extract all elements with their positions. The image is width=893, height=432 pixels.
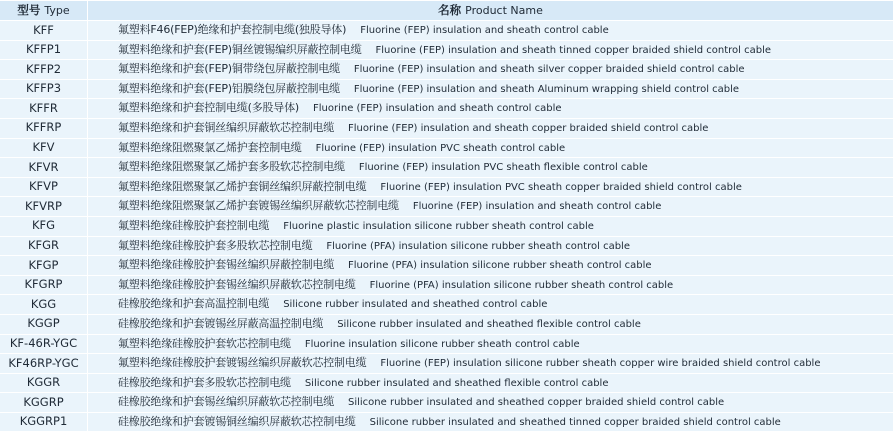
model-code: KFFR [29,100,58,115]
type-cell [0,80,88,99]
model-code: KFGP [28,257,59,272]
chinese-name: 硅橡胶绝缘和护套高温控制电缆 [118,297,270,311]
type-cell [0,158,88,177]
name-cell [88,139,893,158]
type-cell [0,295,88,314]
name-cell [88,178,893,197]
name-cell [88,60,893,79]
chinese-name: 硅橡胶绝缘和护套镀锡丝屏蔽高温控制电缆 [118,316,324,330]
english-name: Fluorine (FEP) insulation PVC sheath copper braided shield control cable [380,181,742,193]
type-cell [0,217,88,236]
model-code: KGGRP1 [19,414,68,429]
model-code: KFVRP [25,198,62,213]
english-name: Fluorine (FEP) insulation and sheath Aluminum wrapping shield control cable [353,83,740,95]
type-cell [0,99,88,118]
name-cell [88,237,893,256]
table-row [0,374,893,393]
table-row [0,295,893,314]
table-row [0,197,893,216]
type-cell [0,237,88,256]
name-cell [88,197,893,216]
model-code: KFVP [29,179,58,194]
chinese-name: 氟塑料绝缘阻燃聚氯乙烯护套多股软芯控制电缆 [118,160,345,174]
chinese-name: 氟塑料绝缘阻燃聚氯乙烯护套控制电缆 [118,140,302,154]
name-cell [88,21,893,40]
name-cell [88,276,893,295]
type-cell [0,197,88,216]
chinese-name: 氟塑料绝缘和护套铜丝编织屏蔽软芯控制电缆 [118,120,334,134]
model-code: KFVR [28,159,59,174]
model-code: KFFP2 [25,61,62,76]
type-cell [0,41,88,60]
english-name: Silicone rubber insulated and sheathed control cable [283,299,548,311]
model-code: KGGRP [23,394,64,409]
table-row [0,119,893,138]
english-name: Fluorine insulation silicone rubber sheath control cable [304,338,580,350]
type-cell [0,21,88,40]
type-cell [0,60,88,79]
table-row [0,354,893,373]
name-cell [88,99,893,118]
name-cell [88,335,893,354]
english-name: Fluorine (FEP) insulation PVC sheath control cable [315,142,566,154]
english-name: Fluorine (FEP) insulation and sheath control cable [312,103,562,115]
name-cell [88,393,893,412]
table-row [0,21,893,40]
model-code: KFV [32,140,55,155]
chinese-name: 氟塑料绝缘阻燃聚氯乙烯护套铜丝编织屏蔽控制电缆 [118,179,367,193]
table-row [0,237,893,256]
name-column-header [88,1,893,20]
chinese-name: 氟塑料绝缘硅橡胶护套锡丝编织屏蔽软芯控制电缆 [118,277,356,291]
name-cell [88,217,893,236]
chinese-name: 硅橡胶绝缘和护套镀锡铜丝编织屏蔽软芯控制电缆 [118,414,356,428]
english-name: Fluorine (FEP) insulation and sheath control cable [360,25,609,36]
model-code: KGG [30,296,57,311]
name-cell [88,374,893,393]
type-cell [0,178,88,197]
table-row [0,335,893,354]
name-cell [88,256,893,275]
chinese-name: 氟塑料绝缘和护套(FEP)铜带绕包屏蔽控制电缆 [118,62,340,76]
table-row [0,60,893,79]
name-cell [88,41,893,60]
model-code: KFG [31,218,56,233]
chinese-name: 氟塑料绝缘阻燃聚氯乙烯护套镀锡丝编织屏蔽软芯控制电缆 [118,199,399,213]
english-name: Fluorine (FEP) insulation and sheath control cable [412,201,662,213]
model-code: KFFRP [25,120,62,135]
english-name: Fluorine (FEP) insulation PVC sheath flexible control cable [358,162,648,174]
header-row [0,1,893,20]
table-row [0,80,893,99]
chinese-name: 氟塑料绝缘和护套控制电缆(多股导体) [118,101,299,115]
chinese-name: 氟塑料绝缘硅橡胶护套多股软芯控制电缆 [118,238,313,252]
table-row [0,393,893,412]
chinese-name: 氟塑料绝缘硅橡胶护套锡丝编织屏蔽控制电缆 [118,258,334,272]
model-code: KF46RP-YGC [8,355,79,370]
type-cell [0,256,88,275]
model-code: KGGR [26,375,61,390]
english-name: Fluorine (FEP) insulation silicone rubber sheath copper wire braided shield control cable [380,358,821,370]
type-cell [0,139,88,158]
english-name: Fluorine plastic insulation silicone rubber sheath control cable [283,220,594,232]
english-name: Fluorine (PFA) insulation silicone rubber sheath control cable [348,260,652,272]
type-cell [0,276,88,295]
chinese-name: 氟塑料F46(FEP)绝缘和护套控制电缆(独股导体) [118,23,347,36]
table-row [0,178,893,197]
model-code: KFFP1 [25,42,62,57]
model-code: KFF [33,22,54,37]
name-cell [88,354,893,373]
model-code: KGGP [27,316,60,331]
name-header-en: Product Name [465,4,543,17]
type-cell [0,315,88,334]
chinese-name: 氟塑料绝缘硅橡胶护套控制电缆 [118,218,270,232]
english-name: Silicone rubber insulated and sheathed flexible control cable [337,318,641,330]
english-name: Fluorine (FEP) insulation and sheath copper braided shield control cable [348,122,709,134]
table-row [0,276,893,295]
english-name: Silicone rubber insulated and sheathed tinned copper braided shield control cable [369,416,781,428]
type-column-header [0,1,88,20]
type-cell [0,413,88,432]
english-name: Silicone rubber insulated and sheathed flexible control cable [304,377,609,389]
name-header-zh: 名称 [438,3,462,17]
name-cell [88,295,893,314]
type-cell [0,393,88,412]
chinese-name: 氟塑料绝缘和护套(FEP)铝膜绕包屏蔽控制电缆 [118,81,340,95]
name-cell [88,413,893,432]
type-cell [0,119,88,138]
model-code: KF-46R-YGC [9,336,78,350]
chinese-name: 硅橡胶绝缘和护套锡丝编织屏蔽软芯控制电缆 [118,395,334,409]
chinese-name: 硅橡胶绝缘和护套多股软芯控制电缆 [118,375,291,389]
name-cell [88,119,893,138]
english-name: Fluorine (FEP) insulation and sheath silver copper braided shield control cable [353,64,745,76]
table-row [0,158,893,177]
model-code: KFGRP [24,277,63,292]
table-row [0,413,893,432]
type-cell [0,374,88,393]
table-row [0,217,893,236]
english-name: Fluorine (PFA) insulation silicone rubber sheath control cable [369,279,674,291]
table-row [0,41,893,60]
model-code: KFFP3 [25,81,62,96]
type-header-zh: 型号 [17,3,41,17]
english-name: Fluorine (PFA) insulation silicone rubber sheath control cable [326,240,630,252]
chinese-name: 氟塑料绝缘硅橡胶护套软芯控制电缆 [118,336,291,350]
model-code: KFGR [27,238,60,253]
name-cell [88,315,893,334]
table-row [0,139,893,158]
type-cell [0,354,88,373]
table-row [0,256,893,275]
type-cell [0,335,88,354]
table-body [0,21,893,431]
english-name: Silicone rubber insulated and sheathed copper braided shield control cable [348,397,725,409]
table-row [0,315,893,334]
chinese-name: 氟塑料绝缘硅橡胶护套镀锡丝编织屏蔽软芯控制电缆 [118,356,367,370]
table-row [0,99,893,118]
name-cell [88,158,893,177]
type-header-en: Type [44,4,70,17]
name-cell [88,80,893,99]
chinese-name: 氟塑料绝缘和护套(FEP)铜丝镀锡编织屏蔽控制电缆 [118,42,362,56]
table-header [0,1,893,20]
english-name: Fluorine (FEP) insulation and sheath tinned copper braided shield control cable [375,44,772,56]
